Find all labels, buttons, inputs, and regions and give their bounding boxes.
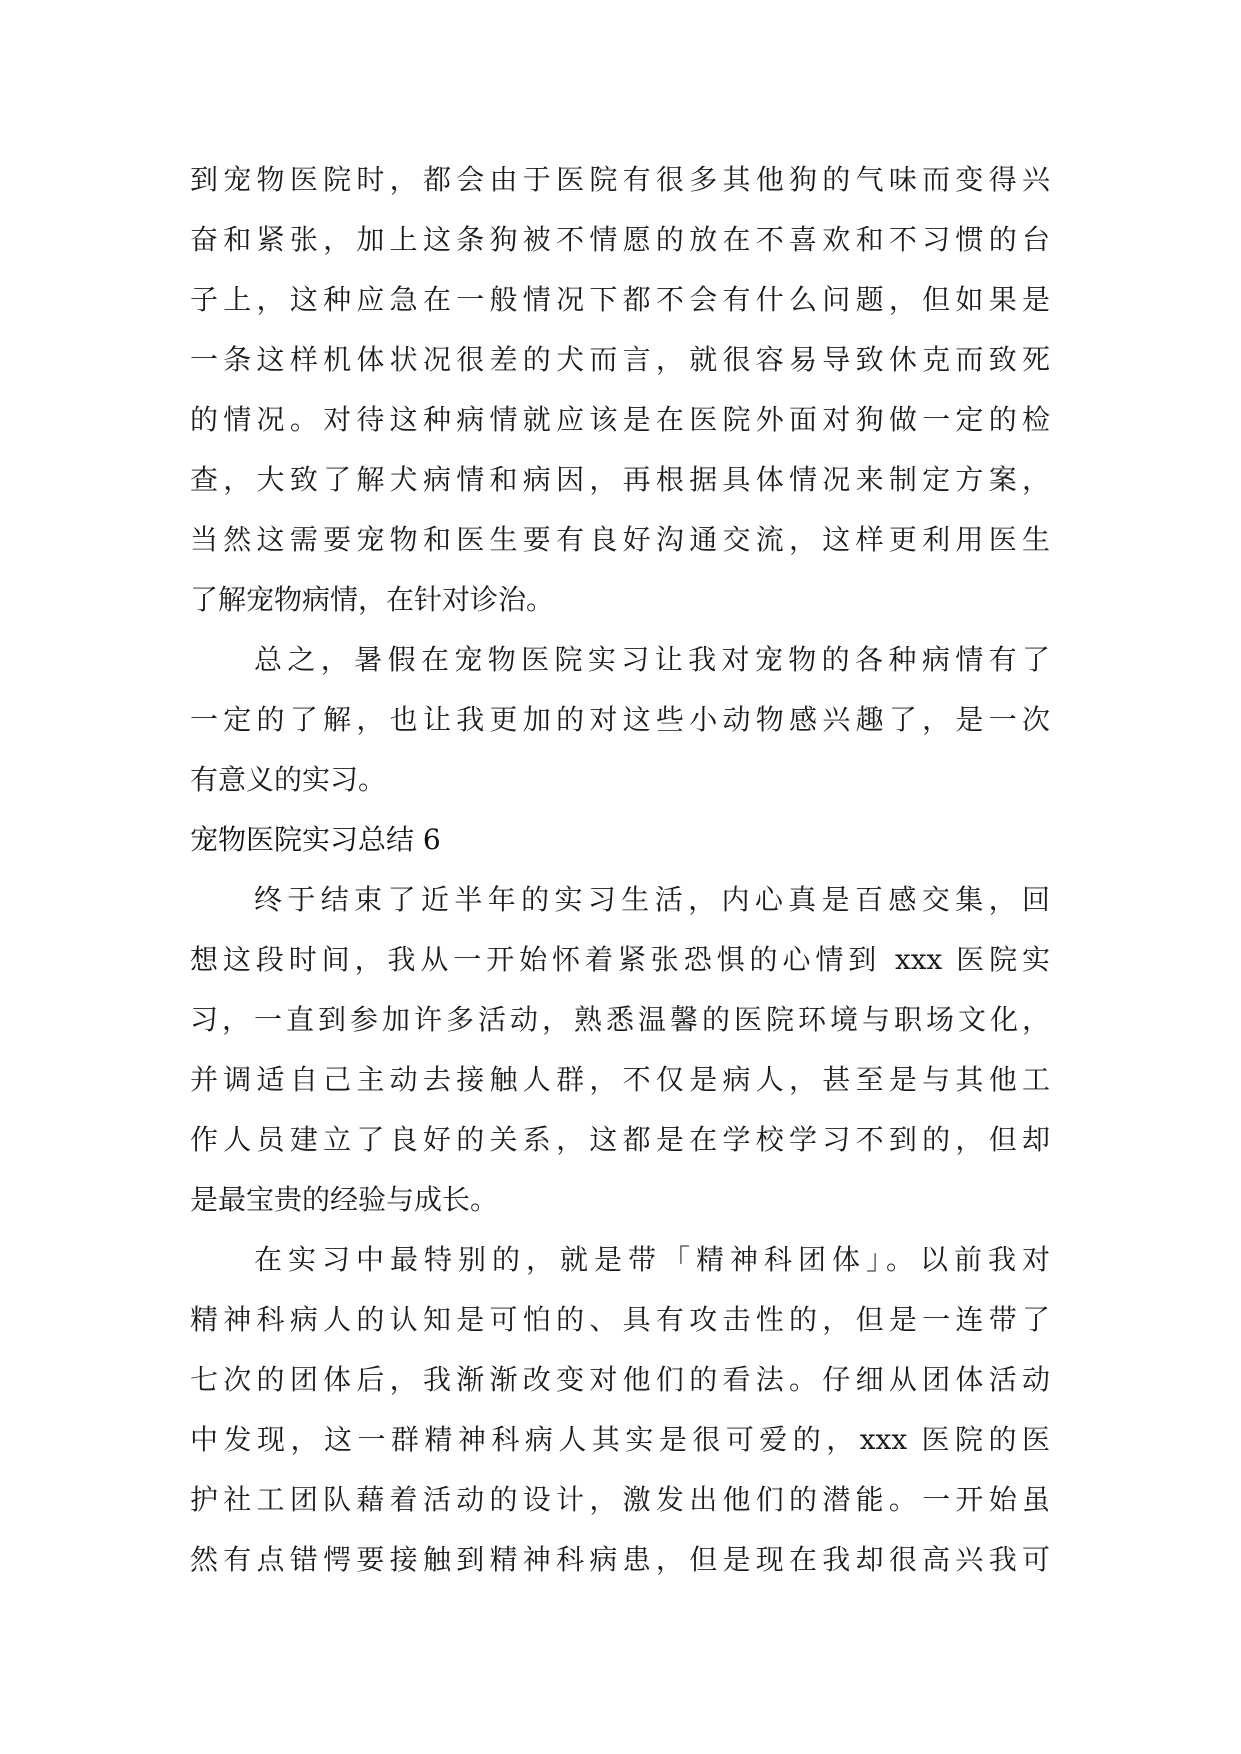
text-line: 子上，这种应急在一般情况下都不会有什么问题，但如果是 [190,283,1050,316]
document-body [190,150,1050,1590]
text-line: 习，一直到参加许多活动，熟悉温馨的医院环境与职场文化， [190,1003,1050,1036]
text-line: 作人员建立了良好的关系，这都是在学校学习不到的，但却 [190,1123,1050,1156]
text-line: 是最宝贵的经验与成长。 [190,1183,499,1216]
text-line: 了解宠物病情，在针对诊治。 [190,583,555,616]
text-line: 然有点错愕要接触到精神科病患，但是现在我却很高兴我可 [190,1543,1050,1576]
text-line: 奋和紧张，加上这条狗被不情愿的放在不喜欢和不习惯的台 [190,223,1050,256]
paragraph-first-line: 在实习中最特别的，就是带「精神科团体」。以前我对 [254,1243,1050,1276]
text-line: 当然这需要宠物和医生要有良好沟通交流，这样更利用医生 [190,523,1050,556]
text-line: 一定的了解，也让我更加的对这些小动物感兴趣了，是一次 [190,703,1050,736]
text-line: 七次的团体后，我渐渐改变对他们的看法。仔细从团体活动 [190,1363,1050,1396]
text-line: 想这段时间，我从一开始怀着紧张恐惧的心情到 xxx 医院实 [190,943,1050,976]
text-line: 的情况。对待这种病情就应该是在医院外面对狗做一定的检 [190,403,1050,436]
text-line: 查，大致了解犬病情和病因，再根据具体情况来制定方案， [190,463,1050,496]
text-line: 有意义的实习。 [190,763,387,796]
text-line: 到宠物医院时，都会由于医院有很多其他狗的气味而变得兴 [190,163,1050,196]
text-line: 并调适自己主动去接触人群，不仅是病人，甚至是与其他工 [190,1063,1050,1096]
paragraph-first-line: 总之，暑假在宠物医院实习让我对宠物的各种病情有了 [254,643,1050,676]
text-line: 护社工团队藉着活动的设计，激发出他们的潜能。一开始虽 [190,1483,1050,1516]
paragraph-first-line: 终于结束了近半年的实习生活，内心真是百感交集，回 [254,883,1050,916]
section-heading: 宠物医院实习总结 6 [190,823,441,856]
text-line: 一条这样机体状况很差的犬而言，就很容易导致休克而致死 [190,343,1050,376]
text-line: 精神科病人的认知是可怕的、具有攻击性的，但是一连带了 [190,1303,1050,1336]
text-line: 中发现，这一群精神科病人其实是很可爱的，xxx 医院的医 [190,1423,1050,1456]
